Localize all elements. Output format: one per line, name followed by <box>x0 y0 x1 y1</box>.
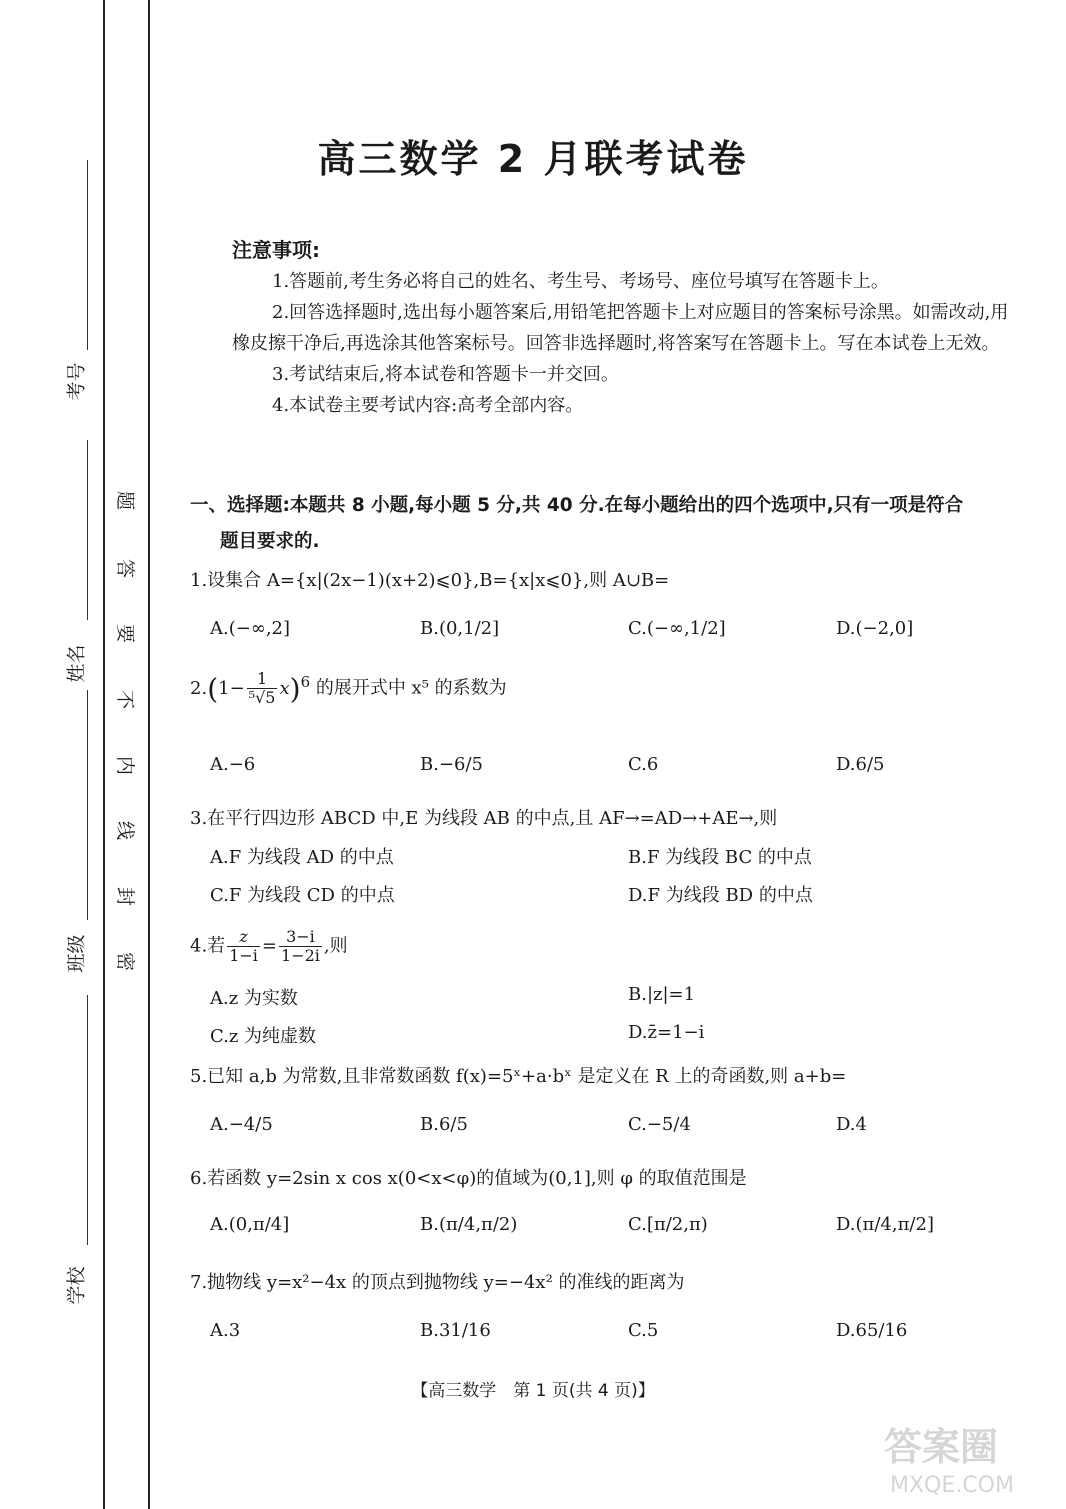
notice-item: 1.答题前,考生务必将自己的姓名、考生号、考场号、座位号填写在答题卡上。 <box>272 271 889 292</box>
question-4-stem: 4.若 $\frac{z}{1-i}$ = $\frac{3-i}{1-2i}$ ,则 <box>190 927 348 965</box>
q3-option-a: A.F 为线段 AD 的中点 <box>210 847 394 868</box>
q2-option-b: B.−6/5 <box>420 754 483 775</box>
seal-char: 不 <box>114 689 137 710</box>
q3-option-c: C.F 为线段 CD 的中点 <box>210 885 395 906</box>
page-footer: 【高三数学 第 1 页(共 4 页)】 <box>411 1381 655 1401</box>
q7-option-b: B.31/16 <box>420 1320 491 1341</box>
q5-option-a: A.−4/5 <box>210 1114 273 1135</box>
q6-option-c: C.[π/2,π) <box>628 1214 708 1235</box>
question-5-stem: 5.已知 a,b 为常数,且非常数函数 f(x)=5ˣ+a·bˣ 是定义在 R 上的奇函数,则 a+b= <box>190 1066 847 1087</box>
q3-option-b: B.F 为线段 BC 的中点 <box>628 847 812 868</box>
q3-option-d: D.F 为线段 BD 的中点 <box>628 885 813 906</box>
q6-option-a: A.(0,π/4] <box>210 1214 290 1235</box>
q5-option-b: B.6/5 <box>420 1114 468 1135</box>
q7-option-a: A.3 <box>210 1320 241 1341</box>
q4-stem-tail: ,则 <box>323 935 348 957</box>
seal-char: 封 <box>114 886 137 907</box>
q1-option-c: C.(−∞,1/2] <box>628 618 726 639</box>
watermark-logo <box>876 1418 1046 1498</box>
q2-stem-tail: 的展开式中 x⁵ 的系数为 <box>310 677 507 699</box>
field-xingming: 姓名 <box>65 644 88 683</box>
watermark-graphic <box>876 1418 1046 1498</box>
q4-option-b: B.|z|=1 <box>628 984 696 1005</box>
q4-option-a: A.z 为实数 <box>210 988 298 1009</box>
q1-option-d: D.(−2,0] <box>836 618 914 639</box>
notice-item: 2.回答选择题时,选出每小题答案后,用铅笔把答题卡上对应题目的答案标号涂黑。如需改动,用橡皮擦干净后,再选涂其他答案标号。回答非选择题时,将答案写在答题卡上。写在本试卷上无效。 <box>232 302 1009 354</box>
q7-option-c: C.5 <box>628 1320 659 1341</box>
seal-char: 密 <box>114 951 137 972</box>
q5-option-d: D.4 <box>836 1114 867 1135</box>
field-xuexiao: 学校 <box>65 1266 88 1305</box>
kaohao-underline <box>87 160 88 350</box>
paper-title: 高三数学 2 月联考试卷 <box>317 137 749 181</box>
seal-char: 线 <box>114 820 137 841</box>
q4-option-c: C.z 为纯虚数 <box>210 1026 317 1047</box>
question-1-stem: 1.设集合 A={x|(2x−1)(x+2)⩽0},B={x|x⩽0},则 A∪B= <box>190 570 670 591</box>
question-3-stem: 3.在平行四边形 ABCD 中,E 为线段 AB 的中点,且 AF→=AD→+AE→,则 <box>190 808 778 829</box>
binding-line-right <box>148 0 150 1509</box>
q1-option-b: B.(0,1/2] <box>420 618 500 639</box>
notice-heading: 注意事项: <box>232 238 320 262</box>
question-2-stem <box>190 670 507 707</box>
notice-body <box>232 266 1012 421</box>
xuexiao-underline <box>87 995 88 1245</box>
question-7-stem: 7.抛物线 y=x²−4x 的顶点到抛物线 y=−4x² 的准线的距离为 <box>190 1272 685 1293</box>
q7-option-d: D.65/16 <box>836 1320 908 1341</box>
q6-option-b: B.(π/4,π/2) <box>420 1214 518 1235</box>
q2-option-d: D.6/5 <box>836 754 885 775</box>
q4-fraction-left: $\frac{z}{1-i}$ <box>229 927 258 965</box>
section-heading <box>190 488 1040 560</box>
notice-item: 4.本试卷主要考试内容:高考全部内容。 <box>272 395 584 416</box>
q4-fraction-right: $\frac{3-i}{1-2i}$ <box>280 927 320 965</box>
notice-item: 3.考试结束后,将本试卷和答题卡一并交回。 <box>272 364 619 385</box>
q2-option-c: C.6 <box>628 754 659 775</box>
watermark-text-cn: 答案圈 <box>884 1425 999 1469</box>
section-heading-line1: 一、选择题:本题共 8 小题,每小题 5 分,共 40 分.在每小题给出的四个选项中,只有一项是符合 <box>190 495 964 516</box>
banji-underline <box>87 690 88 920</box>
q4-stem-head: 4.若 <box>190 935 226 957</box>
watermark-text-en: MXQE.COM <box>890 1473 1014 1498</box>
q4-option-d: D.z̄=1−i <box>628 1022 705 1043</box>
seal-char: 内 <box>114 755 137 776</box>
binding-line-left <box>103 0 105 1509</box>
q6-option-d: D.(π/4,π/2] <box>836 1214 934 1235</box>
question-6-stem: 6.若函数 y=2sin x cos x(0<x<φ)的值域为(0,1],则 φ 的取值范围是 <box>190 1168 747 1189</box>
section-heading-line2: 题目要求的. <box>220 531 320 552</box>
seal-char: 题 <box>114 490 137 511</box>
field-kaohao: 考号 <box>65 362 88 401</box>
seal-char: 答 <box>114 558 137 579</box>
xingming-underline <box>87 440 88 620</box>
q5-option-c: C.−5/4 <box>628 1114 691 1135</box>
q2-expression: 2.(1− $\frac{1}{\text{⁵√5}}$ x)$^6$ <box>190 669 311 707</box>
q1-option-a: A.(−∞,2] <box>210 618 291 639</box>
q2-option-a: A.−6 <box>210 754 256 775</box>
seal-char: 要 <box>114 623 137 644</box>
field-banji: 班级 <box>65 934 88 973</box>
